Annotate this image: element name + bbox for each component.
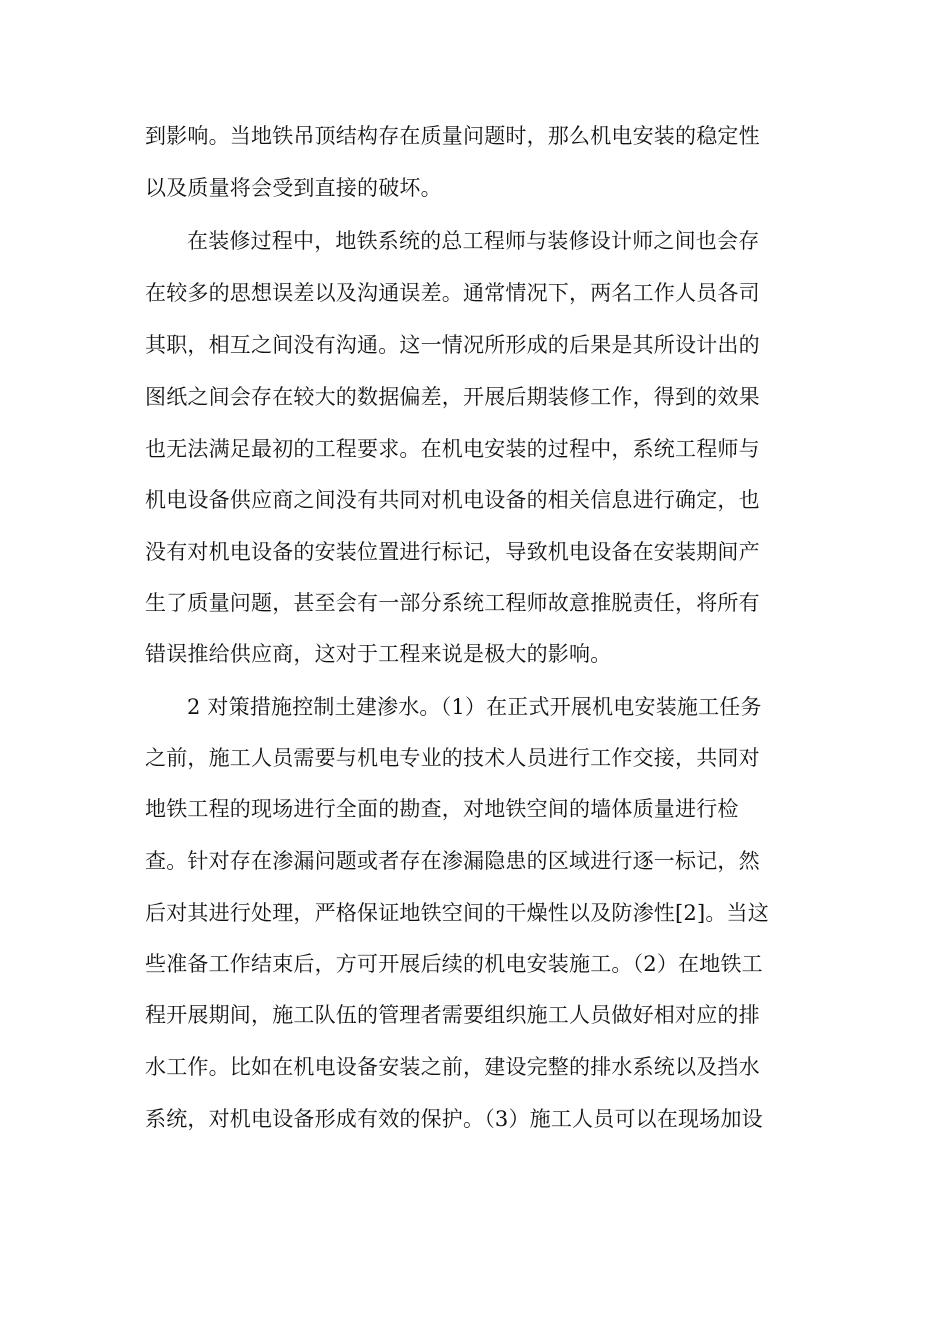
- text-line: 查。针对存在渗漏问题或者存在渗漏隐患的区域进行逐一标记，然: [145, 849, 760, 873]
- text-line: 机电设备供应商之间没有共同对机电设备的相关信息进行确定，也: [145, 488, 760, 512]
- text-line: 在较多的思想误差以及沟通误差。通常情况下，两名工作人员各司: [145, 281, 760, 305]
- text-line: 错误推给供应商，这对于工程来说是极大的影响。: [145, 642, 612, 666]
- text-line: 其职，相互之间没有沟通。这一情况所形成的后果是其所设计出的: [145, 333, 760, 357]
- text-line: 之前，施工人员需要与机电专业的技术人员进行工作交接，共同对: [145, 746, 760, 770]
- text-line: 系统，对机电设备形成有效的保护。（3）施工人员可以在现场加设: [145, 1107, 763, 1131]
- text-line: 生了质量问题，甚至会有一部分系统工程师故意推脱责任，将所有: [145, 591, 760, 615]
- text-line: 以及质量将会受到直接的破坏。: [145, 176, 442, 200]
- text-line: 程开展期间，施工队伍的管理者需要组织施工人员做好相对应的排: [145, 1003, 760, 1027]
- text-line: 水工作。比如在机电设备安装之前，建设完整的排水系统以及挡水: [145, 1055, 760, 1079]
- text-line: 也无法满足最初的工程要求。在机电安装的过程中，系统工程师与: [145, 437, 760, 461]
- text-line: 图纸之间会存在较大的数据偏差，开展后期装修工作，得到的效果: [145, 385, 760, 409]
- text-line: 到影响。当地铁吊顶结构存在质量问题时，那么机电安装的稳定性: [145, 124, 760, 148]
- text-line: 地铁工程的现场进行全面的勘查，对地铁空间的墙体质量进行检: [145, 797, 739, 821]
- text-line: 些准备工作结束后，方可开展后续的机电安装施工。（2）在地铁工: [145, 952, 763, 976]
- text-line: 后对其进行处理，严格保证地铁空间的干燥性以及防渗性[2]。当这: [145, 901, 769, 925]
- paragraph-first-line: 2 对策措施控制土建渗水。（1）在正式开展机电安装施工任务: [187, 695, 762, 719]
- text-line: 没有对机电设备的安装位置进行标记，导致机电设备在安装期间产: [145, 540, 760, 564]
- paragraph-first-line: 在装修过程中，地铁系统的总工程师与装修设计师之间也会存: [187, 229, 760, 253]
